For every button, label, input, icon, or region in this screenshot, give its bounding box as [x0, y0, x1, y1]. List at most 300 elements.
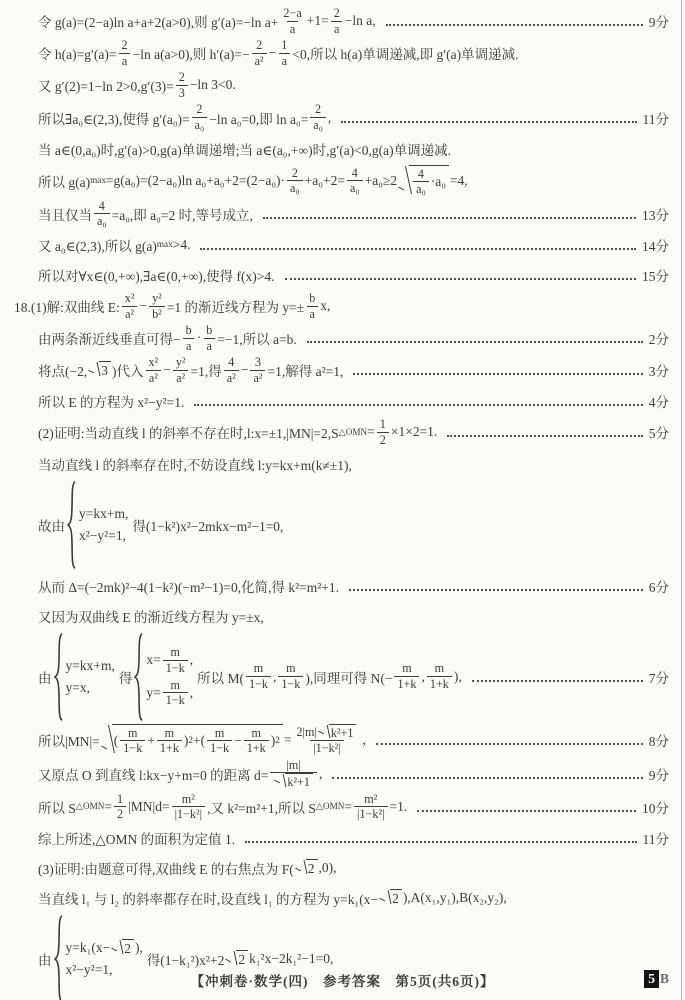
- numerator: [203, 323, 215, 338]
- denominator: [204, 338, 215, 354]
- numerator: [306, 291, 318, 306]
- math-text: 令 h(a)=g′(a)=: [38, 47, 117, 63]
- dotted-leader: [353, 371, 642, 375]
- numerator: [96, 199, 108, 214]
- denominator: [307, 306, 318, 322]
- math-text: k₁²x−2k₁²−1=0,: [249, 951, 334, 967]
- math-text: y=k₁(x−: [65, 940, 111, 956]
- solution-line: [38, 758, 671, 790]
- math-text: =: [344, 798, 353, 814]
- solution-line: [38, 884, 671, 912]
- score-label: 13分: [642, 207, 669, 223]
- solution-line: [38, 417, 671, 447]
- line-content: [38, 355, 343, 385]
- math-text: =g(a₀)=(2−a₀)ln a₀+a₀+2=(2−a₀)·: [105, 172, 286, 188]
- math-text: =1 的渐近线方程为 y=±: [166, 300, 305, 316]
- math-text: ,: [318, 765, 323, 781]
- solution-line: [38, 38, 671, 68]
- sqrt-radical: [398, 165, 449, 197]
- score-label: 2分: [648, 332, 669, 348]
- math-text: −ln a(a>0),则 h′(a)=−: [132, 47, 250, 63]
- math-text: b: [185, 323, 192, 338]
- math-text: 当直线 l₁ 与 l₂ 的斜率都存在时,设直线 l₁ 的方程为 y=k₁(x−: [38, 892, 379, 908]
- math-text: a: [334, 21, 340, 36]
- math-text: −ln a,: [344, 13, 376, 29]
- math-text: 3: [254, 355, 261, 370]
- line-content: [38, 417, 437, 447]
- math-text: )代入: [111, 364, 144, 380]
- line-content: [38, 792, 407, 822]
- line-content: [38, 888, 507, 908]
- fraction: [306, 291, 318, 321]
- line-content: [14, 291, 330, 321]
- math-text: 2: [307, 861, 315, 877]
- denominator: [94, 213, 110, 229]
- math-text: −: [163, 362, 171, 378]
- math-text: (2)证明:当动直线 l 的斜率不存在时,l:x=±1,|MN|=2,S: [38, 426, 339, 442]
- denominator: [331, 21, 342, 37]
- math-text: 3: [178, 85, 185, 100]
- case-row: [66, 655, 115, 677]
- fraction: [172, 792, 206, 822]
- denominator: [270, 772, 317, 790]
- line-content: [38, 576, 339, 596]
- numerator: [122, 291, 138, 306]
- denominator: [310, 117, 326, 133]
- fraction: [192, 102, 208, 132]
- math-text: 2: [178, 70, 185, 85]
- denominator: [354, 806, 388, 822]
- fraction: [413, 167, 429, 197]
- math-text: 故由: [38, 518, 65, 534]
- fraction: [278, 38, 290, 68]
- fraction: [427, 661, 452, 691]
- dotted-leader: [332, 775, 642, 779]
- math-text: 2: [392, 891, 399, 907]
- math-text: m: [402, 661, 412, 676]
- page-badge-suffix: B: [659, 971, 669, 987]
- math-text: a₀: [416, 182, 426, 197]
- math-text: 1: [116, 791, 124, 806]
- document-lines: [0, 6, 685, 1000]
- fraction: [119, 38, 131, 68]
- sqrt-radical: [295, 859, 318, 877]
- math-text: =1.: [389, 798, 408, 814]
- math-text: 从而 Δ=(−2mk)²−4(1−k²)(−m²−1)=0,化简,得 k²=m²+1.: [38, 579, 340, 595]
- line-content: [38, 199, 253, 229]
- math-text: 1+k: [397, 677, 417, 692]
- math-text: 2|m|: [296, 724, 317, 739]
- dotted-leader: [417, 808, 636, 812]
- math-text: a: [281, 53, 287, 68]
- math-text: 18.(1)解:双曲线 E:: [14, 300, 120, 316]
- fraction: [246, 661, 271, 691]
- math-text: ),同理可得 N(−: [305, 670, 393, 686]
- denominator: [120, 740, 145, 756]
- math-text: 2: [315, 102, 322, 117]
- denominator: [183, 338, 194, 354]
- math-text: 2: [196, 102, 203, 117]
- subscript: max: [90, 175, 106, 186]
- line-content: [38, 858, 337, 878]
- solution-line: [38, 70, 671, 100]
- fraction: [207, 726, 232, 756]
- math-text: 4: [351, 165, 358, 180]
- denominator: [287, 180, 303, 196]
- radicand: [329, 724, 357, 741]
- math-text: a: [309, 306, 315, 321]
- denominator: [119, 53, 130, 69]
- math-text: ,: [272, 668, 277, 684]
- math-text: 1+k: [429, 677, 449, 692]
- score-label: 7分: [648, 670, 669, 686]
- case-rows: [146, 644, 193, 708]
- math-text: 1−k: [281, 677, 301, 692]
- solution-line: [38, 824, 671, 852]
- numerator: [432, 661, 447, 676]
- numerator: [253, 38, 265, 53]
- denominator: [413, 181, 429, 197]
- left-brace-icon: [134, 632, 143, 722]
- dotted-leader: [386, 22, 643, 26]
- score-label: 4分: [648, 395, 669, 411]
- numerator: [119, 38, 131, 53]
- denominator: [122, 306, 137, 322]
- math-text: 令 g(a)=(2−a)ln a+a+2(a>0),则 g′(a)=−ln a+: [38, 15, 279, 31]
- numerator: [212, 726, 227, 741]
- math-text: y=kx+m,: [79, 505, 129, 521]
- math-text: m²: [364, 791, 378, 806]
- denominator: [279, 53, 290, 69]
- numerator: [278, 38, 290, 53]
- numerator: [415, 167, 427, 182]
- fraction: [176, 70, 188, 100]
- dotted-leader: [307, 339, 643, 343]
- math-text: =a₀,即 a₀=2 时,等号成立,: [111, 207, 253, 223]
- footer-title: 【冲刺卷·数学(四) 参考答案 第5页(共6页)】: [190, 974, 495, 989]
- math-text: (: [113, 732, 119, 748]
- case-row: [66, 677, 91, 699]
- denominator: [287, 21, 298, 37]
- math-text: 2: [116, 807, 124, 822]
- math-text: 4: [417, 166, 424, 181]
- math-text: 1−k: [210, 741, 230, 756]
- case-row: [79, 525, 126, 547]
- solution-line: [38, 632, 671, 722]
- math-text: y²: [152, 290, 162, 305]
- math-text: y=x,: [65, 679, 90, 695]
- math-text: 所以 S: [38, 800, 76, 816]
- solution-line: [38, 231, 671, 259]
- numerator: [168, 645, 183, 660]
- math-text: 得: [118, 670, 133, 686]
- math-text: |1−k²|: [357, 807, 385, 822]
- dotted-leader: [349, 587, 643, 591]
- numerator: [173, 355, 189, 370]
- math-text: −ln a₀=0,即 ln a₀=: [209, 111, 309, 127]
- math-text: k²+1: [330, 725, 354, 740]
- math-text: 当动直线 l 的斜率存在时,不妨设直线 l:y=kx+m(k≠±1),: [38, 457, 352, 473]
- numerator: [149, 291, 165, 306]
- line-content: [38, 632, 462, 722]
- math-text: 2: [256, 38, 263, 53]
- line-content: [38, 6, 376, 36]
- score-label: 14分: [642, 238, 669, 254]
- numerator: [349, 166, 361, 181]
- case-rows: [66, 655, 115, 699]
- solution-line: [38, 572, 671, 600]
- math-text: ,: [189, 684, 194, 700]
- math-text: 又 a₀∈(2,3),所以 g(a): [38, 238, 157, 254]
- math-text: =1,得: [190, 364, 222, 380]
- numerator: [176, 70, 188, 85]
- math-text: 当 a∈(0,a₀)时,g′(a)>0,g(a)单调递增;当 a∈(a₀,+∞)时,g′(a)<0,g(a)单调递减.: [38, 142, 452, 158]
- math-text: =−1,所以 a=b.: [217, 332, 297, 348]
- line-content: [38, 265, 275, 285]
- math-text: |1−k²|: [174, 807, 203, 822]
- math-text: 当且仅当: [38, 207, 92, 223]
- numerator: [249, 726, 264, 741]
- radicand: [99, 361, 111, 379]
- math-text: 2: [333, 6, 340, 20]
- line-content: [38, 454, 352, 474]
- math-text: −: [240, 362, 249, 378]
- math-text: 所以对∀x∈(0,+∞),∃a∈(0,+∞),使得 f(x)>4.: [38, 268, 275, 284]
- math-text: 2−a: [283, 6, 302, 20]
- left-brace-icon: [54, 632, 63, 722]
- math-text: x²−y²=1,: [79, 527, 126, 543]
- math-text: 1−k: [123, 741, 143, 756]
- math-text: b²: [152, 306, 162, 321]
- denominator: [246, 676, 271, 692]
- math-text: k²+1: [287, 775, 310, 790]
- score-label: 8分: [648, 733, 669, 749]
- math-text: 1+k: [246, 741, 266, 756]
- math-text: <0,所以 h(a)单调递减,即 g′(a)单调递减.: [292, 47, 519, 63]
- numerator: [251, 661, 266, 676]
- math-text: 由: [38, 670, 52, 686]
- math-text: 又 g′(2)=1−ln 2>0,g′(3)=: [38, 79, 174, 95]
- math-text: a²: [148, 370, 158, 385]
- sqrt-radical: [101, 724, 283, 756]
- math-text: m: [434, 661, 445, 676]
- denominator: [252, 53, 267, 69]
- solution-line: [38, 323, 671, 353]
- score-label: 15分: [642, 268, 669, 284]
- math-text: ×1×2=1.: [390, 424, 438, 440]
- fraction: [224, 355, 239, 385]
- math-text: +a₀+2=: [304, 172, 345, 188]
- math-text: 所以 M(: [197, 670, 244, 686]
- dotted-leader: [194, 402, 642, 406]
- subscript: △OMN: [315, 801, 345, 812]
- solution-line: [38, 199, 671, 229]
- fraction: [203, 323, 215, 353]
- numerator: [289, 166, 301, 181]
- math-text: 1−k: [248, 677, 268, 692]
- math-text: x=: [146, 652, 161, 668]
- fraction: [244, 726, 269, 756]
- math-text: a: [206, 338, 212, 353]
- footer-page-marker: [644, 970, 669, 988]
- math-text: 4: [98, 198, 105, 213]
- dotted-leader: [341, 119, 636, 123]
- line-content: [38, 391, 184, 411]
- math-text: 1: [379, 417, 386, 432]
- case-rows: [79, 503, 128, 547]
- math-text: −: [234, 732, 242, 748]
- denominator: [172, 806, 206, 822]
- math-text: a²: [226, 370, 236, 385]
- math-text: 1: [281, 38, 288, 53]
- math-text: 又原点 O 到直线 l:kx−y+m=0 的距离 d=: [38, 767, 269, 783]
- math-text: 所以 g(a): [38, 174, 91, 190]
- sqrt-radical: [225, 950, 248, 968]
- score-label: 3分: [648, 364, 669, 380]
- radicand: [390, 889, 402, 907]
- denominator: [176, 85, 188, 101]
- numerator: [183, 323, 195, 338]
- math-text: =: [367, 424, 375, 440]
- denominator: [157, 740, 182, 756]
- fraction: [293, 724, 360, 756]
- fraction: [280, 6, 304, 36]
- denominator: [427, 676, 452, 692]
- math-text: y=: [146, 684, 161, 700]
- superscript: 2: [188, 735, 193, 746]
- math-text: x²: [148, 355, 159, 370]
- math-text: 综上所述,△OMN 的面积为定值 1.: [38, 832, 236, 848]
- math-text: a: [121, 53, 128, 68]
- denominator: [394, 676, 419, 692]
- numerator: [193, 102, 205, 117]
- fraction: [394, 661, 419, 691]
- fraction: [354, 792, 388, 822]
- solution-line: [38, 102, 671, 132]
- math-text: ): [270, 732, 276, 748]
- math-text: =: [104, 798, 112, 814]
- subscript: △OMN: [75, 801, 105, 812]
- math-text: 1+k: [159, 741, 179, 756]
- math-text: |1−k²|: [313, 741, 341, 756]
- case-row: [146, 644, 193, 676]
- math-text: y²: [175, 355, 186, 370]
- math-text: a: [185, 338, 192, 353]
- score-label: 9分: [648, 15, 669, 31]
- denominator: [192, 117, 208, 133]
- page-footer: [0, 970, 685, 992]
- denominator: [207, 740, 232, 756]
- math-text: y=kx+m,: [65, 657, 115, 673]
- math-text: m: [164, 725, 175, 740]
- math-text: ·: [196, 330, 202, 346]
- solution-line: [38, 602, 671, 630]
- fraction: [250, 355, 265, 385]
- numerator: [361, 792, 380, 807]
- math-text: m: [253, 661, 264, 676]
- math-text: 1−k: [165, 660, 185, 675]
- radicand: [306, 859, 318, 877]
- fraction: [163, 678, 188, 708]
- math-text: 又因为双曲线 E 的渐近线方程为 y=±x,: [38, 609, 264, 625]
- line-content: [38, 70, 236, 100]
- math-text: =4,: [449, 172, 468, 188]
- dotted-leader: [200, 246, 636, 250]
- fraction: [310, 102, 326, 132]
- math-text: ,: [362, 731, 366, 747]
- math-text: 所以∃a₀∈(2,3),使得 g′(a₀)=: [38, 111, 190, 127]
- subscript: max: [156, 239, 173, 250]
- math-text: b: [206, 323, 213, 338]
- sqrt-radical: [274, 773, 313, 790]
- radicand: [112, 724, 283, 756]
- denominator: [310, 740, 344, 756]
- math-text: |MN|d=: [128, 798, 170, 814]
- math-text: 2: [238, 952, 246, 968]
- fraction: [252, 38, 267, 68]
- math-text: 2: [379, 432, 386, 447]
- math-text: 2: [124, 941, 131, 957]
- math-text: a²: [176, 370, 186, 385]
- math-text: a₀: [313, 118, 323, 133]
- math-text: m: [251, 725, 261, 740]
- math-text: m²: [181, 791, 195, 806]
- numerator: [293, 724, 360, 741]
- math-text: a: [289, 21, 296, 36]
- math-text: m: [170, 645, 180, 660]
- dotted-leader: [376, 741, 643, 745]
- math-text: 得(1−k₁²)x²+2: [146, 953, 225, 969]
- solution-line: [38, 261, 671, 289]
- solution-line: [38, 854, 671, 882]
- solution-line: [38, 135, 671, 163]
- sqrt-radical: [379, 889, 402, 907]
- fraction: [157, 726, 182, 756]
- math-text: a₀: [97, 214, 107, 229]
- math-text: +: [147, 732, 155, 748]
- math-text: ): [183, 732, 189, 748]
- math-text: −ln 3<0.: [189, 77, 236, 93]
- math-text: x²−y²=1,: [65, 962, 113, 978]
- radicand: [409, 165, 449, 197]
- math-text: ·a₀: [430, 173, 446, 189]
- fraction: [114, 792, 126, 822]
- solution-line: [38, 724, 671, 756]
- dotted-leader: [263, 215, 636, 219]
- line-content: [38, 323, 297, 353]
- dotted-leader: [447, 433, 642, 437]
- math-text: m: [128, 725, 138, 740]
- math-text: a₀: [290, 181, 300, 196]
- line-content: [38, 235, 190, 255]
- line-content: [38, 480, 283, 570]
- math-text: a₀: [349, 181, 360, 196]
- denominator: [146, 370, 161, 386]
- math-text: m: [286, 661, 296, 676]
- radicand: [285, 773, 313, 790]
- sqrt-radical: [111, 939, 134, 957]
- cases-group: [134, 632, 193, 722]
- score-label: 11分: [642, 832, 669, 848]
- score-label: 11分: [642, 111, 669, 127]
- math-text: +(: [193, 732, 206, 748]
- dotted-leader: [245, 839, 636, 843]
- math-text: x,: [320, 298, 331, 314]
- math-text: b: [309, 290, 316, 305]
- math-text: 4: [228, 355, 235, 370]
- denominator: [244, 740, 269, 756]
- math-text: 将点(−2,: [38, 364, 88, 380]
